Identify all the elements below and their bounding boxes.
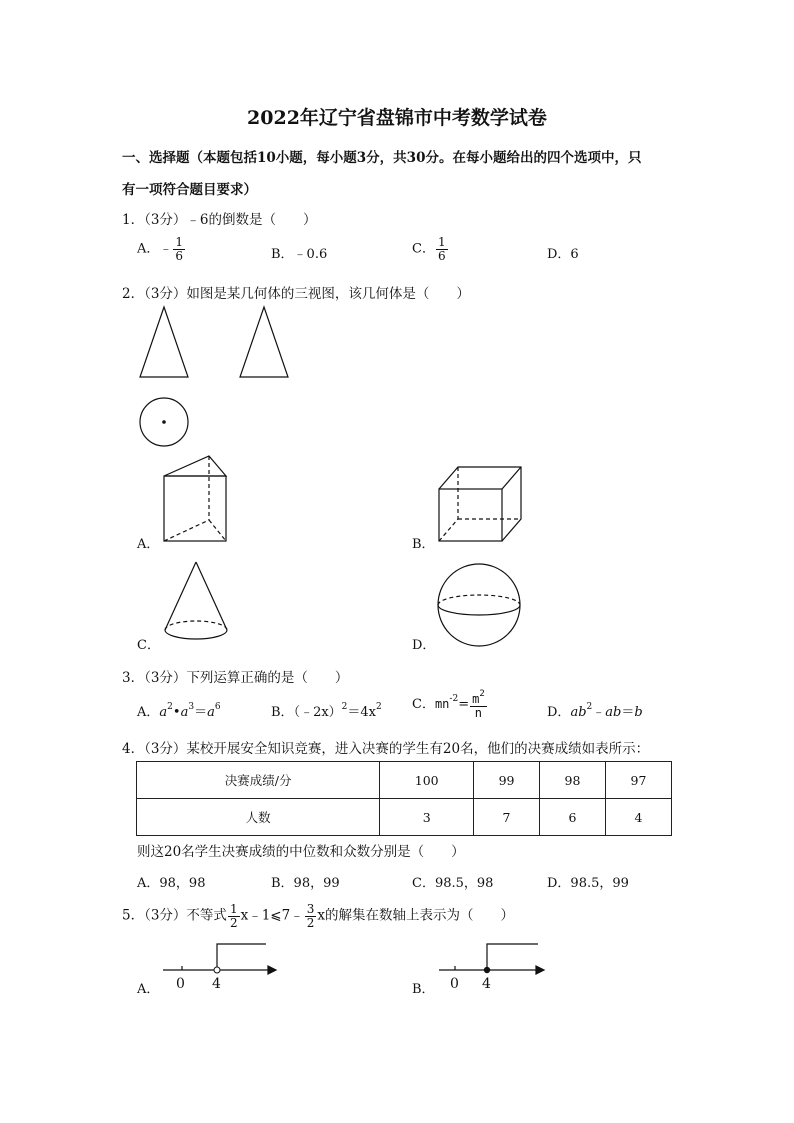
- table-cell: 97: [605, 762, 671, 799]
- table-cell: 决赛成绩/分: [137, 762, 380, 799]
- q1-option-d[interactable]: D．6: [547, 247, 579, 262]
- q4-follow-text: 则这20名学生决赛成绩的中位数和众数分别是（ ）: [137, 844, 465, 860]
- q5-a-tick-4: 4: [212, 976, 221, 992]
- q1-option-c[interactable]: C． $\frac{1}{6}$: [412, 235, 446, 263]
- table-cell: 人数: [137, 799, 380, 836]
- q5-option-b[interactable]: B．: [412, 982, 435, 997]
- q1-option-a[interactable]: A．﹣ $\frac{1}{6}$: [137, 235, 184, 263]
- q4-option-a[interactable]: A．98，98: [137, 876, 206, 891]
- table-cell: 3: [380, 799, 474, 836]
- page-title: 2022年辽宁省盘锦市中考数学试卷: [247, 107, 547, 129]
- q3-option-a[interactable]: A．$a^2•a^3=a^6$: [137, 702, 221, 720]
- table-cell: 7: [474, 799, 540, 836]
- table-cell: 6: [540, 799, 606, 836]
- q2-option-d[interactable]: D．: [412, 638, 436, 653]
- q4-option-b[interactable]: B．98，99: [271, 876, 340, 891]
- section-heading-line2: 有一项符合题目要求）: [122, 182, 257, 198]
- open-circle-marker: [214, 967, 220, 973]
- q5-option-a[interactable]: A．: [137, 982, 160, 997]
- q4-option-c[interactable]: C．98.5，98: [412, 876, 494, 891]
- q4-stem: 4．（3分）某校开展安全知识竞赛，进入决赛的学生有20名，他们的决赛成绩如表所示：: [122, 741, 650, 757]
- section-heading-line1: 一、选择题（本题包括10小题，每小题3分，共30分。在每小题给出的四个选项中，只: [122, 150, 642, 166]
- q3-option-c[interactable]: C．$mn^{-2}=$ $\frac{m^2}{n}$: [412, 689, 485, 720]
- table-cell: 98: [540, 762, 606, 799]
- q1-stem: 1．（3分）﹣6的倒数是（ ）: [122, 212, 317, 228]
- table-cell: 99: [474, 762, 540, 799]
- q3-stem: 3．（3分）下列运算正确的是（ ）: [122, 670, 349, 686]
- q2-option-a[interactable]: A．: [137, 537, 160, 552]
- table-cell: 4: [605, 799, 671, 836]
- q1-option-b[interactable]: B．﹣0.6: [271, 247, 328, 262]
- solid-circle-marker: [484, 967, 490, 973]
- q1-c-fraction: $\frac{1}{6}$: [437, 235, 446, 263]
- q5-stem: 5．（3分）不等式 $\frac{1}{2}$ x﹣1⩽7﹣ $\frac{3}{2}$ x的解集在数轴上表示为（ ）: [122, 902, 514, 930]
- q4-option-d[interactable]: D．98.5，99: [547, 876, 629, 891]
- q5-b-tick-0: 0: [450, 976, 459, 992]
- q2-stem: 2．（3分）如图是某几何体的三视图，该几何体是（ ）: [122, 286, 470, 302]
- q3-option-b[interactable]: B．$(﹣2x)^2=4x^2$: [271, 702, 382, 720]
- q5-b-tick-4: 4: [482, 976, 491, 992]
- table-cell: 100: [380, 762, 474, 799]
- q3-c-fraction: $\frac{m^2}{n}$: [472, 689, 485, 720]
- q3-option-d[interactable]: D．$ab^2﹣ab=b$: [547, 702, 643, 720]
- q2-option-b[interactable]: B．: [412, 537, 435, 552]
- q5-a-tick-0: 0: [176, 976, 185, 992]
- q1-a-fraction: $\frac{1}{6}$: [175, 235, 184, 263]
- q2-option-c[interactable]: C．: [137, 638, 160, 653]
